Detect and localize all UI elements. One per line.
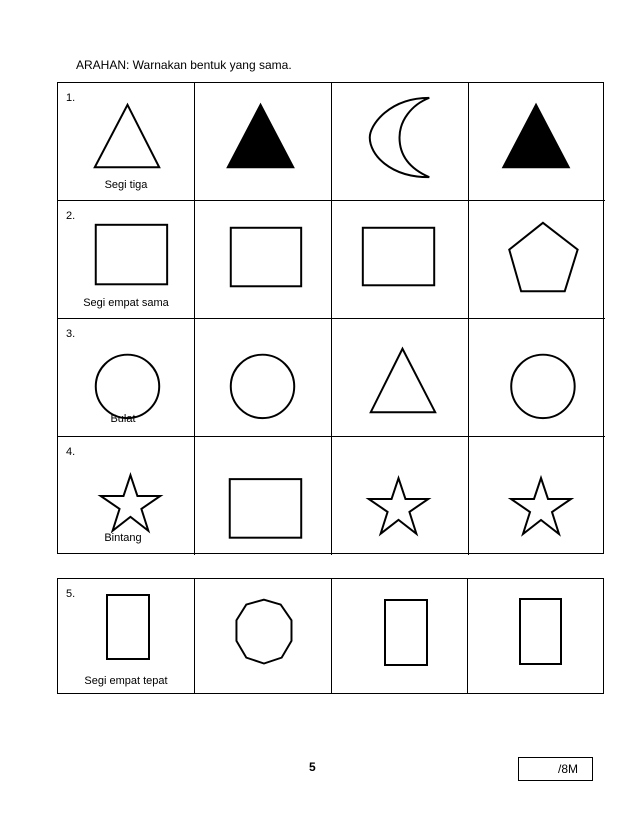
- star-outline-icon: [469, 437, 605, 555]
- shape-table: [57, 82, 604, 554]
- row-4-shape-3[interactable]: [332, 437, 469, 555]
- score-box: /8M: [518, 757, 593, 781]
- row-5-label-cell: [57, 578, 195, 694]
- row-1-label-cell: [58, 83, 195, 201]
- square-outline-icon: [332, 201, 468, 318]
- row-number: 1.: [66, 92, 76, 104]
- square-outline-icon: [195, 201, 331, 318]
- rectangle-outline-icon: [467, 579, 603, 693]
- row-3-shape-4[interactable]: [469, 319, 605, 437]
- row-2-label-cell: [58, 201, 195, 319]
- row-3-shape-3[interactable]: [332, 319, 469, 437]
- row-label: Bintang: [104, 532, 142, 544]
- page-number: 5: [309, 760, 316, 774]
- instruction-text: ARAHAN: Warnakan bentuk yang sama.: [76, 58, 292, 72]
- row-1-shape-4[interactable]: [469, 83, 605, 201]
- triangle-filled-icon: [195, 83, 331, 200]
- row-number: 3.: [66, 328, 76, 340]
- triangle-filled-icon: [469, 83, 605, 200]
- row-5-shape-4[interactable]: [467, 578, 604, 694]
- row-label: Bulat: [110, 413, 136, 425]
- circle-outline-icon: [195, 319, 331, 436]
- row-3-shape-2[interactable]: [195, 319, 332, 437]
- circle-outline-icon: [469, 319, 605, 436]
- row-number: 4.: [66, 446, 76, 458]
- row-number: 5.: [66, 588, 76, 600]
- rectangle-outline-icon: [331, 579, 467, 693]
- row-number: 2.: [66, 210, 76, 222]
- decagon-outline-icon: [194, 579, 331, 693]
- row-label: Segi empat tepat: [84, 675, 168, 687]
- row-1-shape-2[interactable]: [195, 83, 332, 201]
- row-2-shape-2[interactable]: [195, 201, 332, 319]
- star-outline-icon: [332, 437, 468, 555]
- row-2-shape-4[interactable]: [469, 201, 605, 319]
- row-5-shape-2[interactable]: [194, 578, 332, 694]
- pentagon-outline-icon: [469, 201, 605, 318]
- row-3-label-cell: [58, 319, 195, 437]
- row-label: Segi tiga: [104, 179, 148, 191]
- row-5-shape-3[interactable]: [331, 578, 468, 694]
- row-1-shape-3[interactable]: [332, 83, 469, 201]
- row-4-label-cell: [58, 437, 195, 555]
- row-2-shape-3[interactable]: [332, 201, 469, 319]
- row-4-shape-2[interactable]: [195, 437, 332, 555]
- square-outline-icon: [195, 437, 331, 555]
- row-4-shape-4[interactable]: [469, 437, 605, 555]
- row-5: [57, 578, 604, 695]
- crescent-outline-icon: [332, 83, 468, 200]
- row-label: Segi empat sama: [83, 297, 169, 309]
- triangle-outline-icon: [332, 319, 468, 436]
